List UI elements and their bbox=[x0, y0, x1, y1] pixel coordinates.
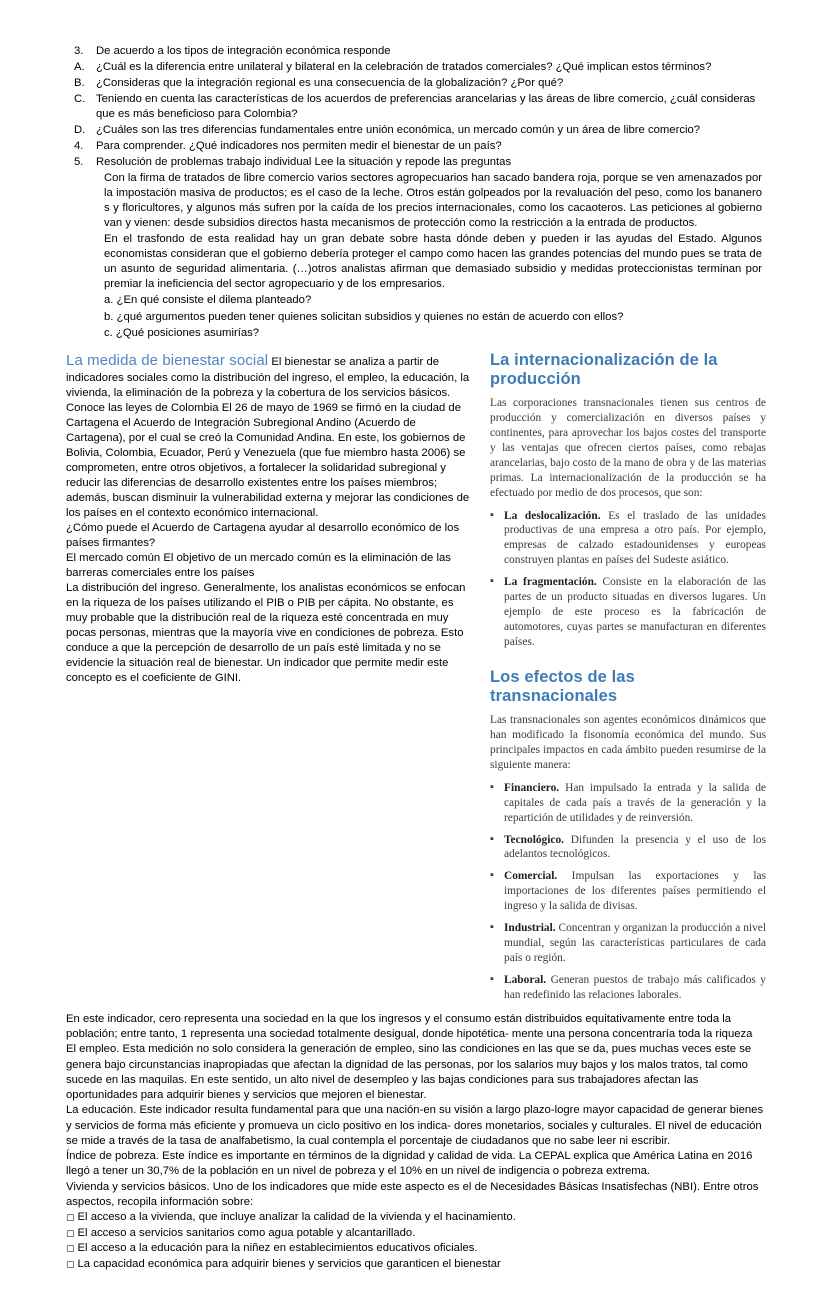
two-column-region bbox=[66, 351, 766, 1010]
section-heading-bienestar: La medida de bienestar social bbox=[66, 351, 269, 369]
bottom-bullet-text: El acceso a la vivienda, que incluye analizar la calidad de la vivienda y el hacinamiento. bbox=[77, 1211, 516, 1224]
panel-bullet bbox=[490, 921, 766, 966]
case-question-list bbox=[104, 293, 766, 342]
panel-bullet bbox=[490, 833, 766, 863]
question-item bbox=[66, 155, 766, 170]
box-bullet-icon: ▢ bbox=[66, 1244, 75, 1255]
question-text: De acuerdo a los tipos de integración económica responde bbox=[96, 45, 391, 57]
bottom-paragraph: Vivienda y servicios básicos. Uno de los indicadores que mide este aspecto es el de Necesidades Básicas Insatisfechas (NBI). Entre otros aspectos, recopila información sobre: bbox=[66, 1180, 759, 1208]
question-text: ¿Cuáles son las tres diferencias fundamentales entre unión económica, un mercado común y un área de libre comercio? bbox=[96, 124, 701, 137]
panel-title-efectos: Los efectos de las transnacionales bbox=[490, 667, 635, 705]
panel-bullet bbox=[490, 781, 766, 826]
question-marker: C. bbox=[74, 93, 86, 106]
question-item bbox=[66, 123, 766, 138]
bottom-bullet-text: El acceso a la educación para la niñez en establecimientos educativos oficiales. bbox=[77, 1242, 478, 1255]
question-marker: 4. bbox=[74, 140, 84, 153]
box-bullet-icon: ▢ bbox=[66, 1228, 75, 1239]
bottom-bullet bbox=[66, 1226, 766, 1242]
bottom-bullet bbox=[66, 1210, 766, 1226]
question-list bbox=[66, 44, 766, 170]
question-item bbox=[66, 44, 766, 59]
case-question: b. ¿qué argumentos pueden tener quienes solicitan subsidios y quienes no están de acuerdo con ellos? bbox=[104, 310, 624, 323]
panel-bullet-text: Han impulsado la entrada y la salida de capitales de cada país a través de la generación y la repartición de utilidades y de reinversión. bbox=[504, 781, 766, 824]
bottom-bullet-text: La capacidad económica para adquirir bienes y servicios que garanticen el bienestar bbox=[77, 1257, 501, 1270]
panel-bullet bbox=[490, 575, 766, 650]
case-question: c. ¿Qué posiciones asumirías? bbox=[104, 327, 260, 340]
case-paragraph: Con la firma de tratados de libre comercio varios sectores agropecuarios han sacado bandera roja, porque se ven amenazados por la impostación masiva de productos; es el caso de la leche. Otros están golpeados por la revaluación del peso, como los bananero s y floricultores, y algunos más sufren por la caída de los precios internacionales, como los cacaoteros. Las peticiones al gobierno van y vienen: desde subsidios directos hasta mecanismos de protección como la restricción a la entrada de productos. bbox=[104, 172, 762, 230]
left-column-paragraph: El mercado común El objetivo de un mercado común es la eliminación de las barreras comerciales entre los países bbox=[66, 552, 451, 580]
left-column-intro bbox=[66, 351, 470, 401]
panel-bullet-term: Tecnológico. bbox=[504, 833, 565, 846]
panel-bullet bbox=[490, 869, 766, 914]
bottom-paragraph: Índice de pobreza. Este índice es importante en términos de la dignidad y calidad de vida. La CEPAL explica que América Latina en 2016 llegó a tener un 30,7% de la población en un nivel de pobreza y el 10% en un nivel de indigencia o pobreza extrema. bbox=[66, 1150, 753, 1178]
panel-bullet-term: Industrial. bbox=[504, 922, 556, 935]
panel-bullet-text: Consiste en la elaboración de las partes de un producto situadas en diversos lugares. Un ejemplo de este proceso es la fabricación de automotores, cuyas partes se manufacturan en diferentes países. bbox=[504, 576, 766, 649]
question-item bbox=[66, 92, 766, 122]
panel-bullet-term: La deslocalización. bbox=[504, 509, 601, 522]
box-bullet-icon: ▢ bbox=[66, 1213, 75, 1224]
left-column-paragraph: ¿Cómo puede el Acuerdo de Cartagena ayudar al desarrollo económico de los países firmantes? bbox=[66, 522, 460, 550]
box-bullet-icon: ▢ bbox=[66, 1259, 75, 1270]
panel-bullet-term: Comercial. bbox=[504, 870, 558, 883]
panel-bullet-list-2 bbox=[490, 781, 766, 1003]
panel-bullet-list-1 bbox=[490, 509, 766, 650]
right-panel bbox=[478, 351, 766, 1010]
panel-title-internacionalizacion: La internacionalización de la producción bbox=[490, 350, 718, 388]
question-text: Resolución de problemas trabajo individual Lee la situación y repode las preguntas bbox=[96, 156, 512, 169]
panel-bullet-term: La fragmentación. bbox=[504, 576, 597, 589]
panel-bullet-text: Concentran y organizan la producción a nivel mundial, según las características particulares de cada país o región. bbox=[504, 922, 766, 965]
bottom-paragraph: El empleo. Esta medición no solo considera la generación de empleo, sino las condiciones en las que se da, pues muchas veces este se genera bajo circunstancias inapropiadas que afectan la dignidad de las personas, por los salarios muy bajos y los malos tratos, tal como sucede en las maquilas. En este sentido, un alto nivel de desempleo y las bajas condiciones para sus trabajadores afectan las oportunidades para adquirir bienes y servicios que mejoren el bienestar. bbox=[66, 1043, 752, 1102]
left-column-paragraph: Conoce las leyes de Colombia El 26 de mayo de 1969 se firmó en la ciudad de Cartagena el Acuerdo de Integración Subregional Andino (Acuerdo de Cartagena), por el cual se creó la Comunidad Andina. En este, los gobiernos de Bolivia, Colombia, Ecuador, Perú y Venezuela (que fue miembro hasta 2006) se comprometen, entre otros objetivos, a fortalecer la solidaridad subregional y reducir las diferencias de desarrollo existentes entre los países miembros; además, buscan disminuir la vulnerabilidad externa y mejorar las condiciones de los países en el contexto económico internacional. bbox=[66, 401, 470, 520]
bottom-bullet bbox=[66, 1241, 766, 1257]
question-text: ¿Consideras que la integración regional es una consecuencia de la globalización? ¿Por qué? bbox=[96, 77, 564, 90]
panel-intro-2: Las transnacionales son agentes económicos dinámicos que han modificado la fisonomía económica del mundo. Sus principales impactos en cada ámbito pueden resumirse de la siguiente manera: bbox=[490, 713, 766, 771]
question-item bbox=[66, 139, 766, 154]
bottom-bullet-text: El acceso a servicios sanitarios como agua potable y alcantarillado. bbox=[77, 1226, 416, 1239]
question-marker: A. bbox=[74, 61, 85, 74]
panel-bullet bbox=[490, 509, 766, 569]
left-column-paragraph: La distribución del ingreso. Generalmente, los analistas económicos se enfocan en la riqueza de los países utilizando el PIB o PIB per cápita. No obstante, es muy probable que la distribución real de la riqueza esté concentrada en muy pocas personas, mientras que la mayoría vive en condiciones de pobreza. Esto conduce a que la percepción de desarrollo de un país esté limitada y no se evidencie la situación real de bienestar. Un indicador que permite medir este concepto es el coeficiente de GINI. bbox=[66, 582, 466, 685]
panel-bullet-text: Impulsan las exportaciones y las importaciones de los diferentes países permitiendo el ingreso y la salida de divisas. bbox=[504, 870, 766, 913]
bottom-bullet bbox=[66, 1257, 766, 1273]
left-column bbox=[66, 351, 478, 686]
question-item bbox=[66, 76, 766, 91]
section-heading-continuation: El bienestar se analiza a partir de indicadores sociales como la distribución del ingreso, el empleo, la educación, la vivienda, la eliminación de la pobreza y la cobertura de los servicios básicos. bbox=[66, 355, 470, 399]
panel-bullet bbox=[490, 973, 766, 1003]
panel-intro-1: Las corporaciones transnacionales tienen sus centros de producción y comercialización en diversos países y continentes, para aprovechar los bajos costes del transporte y las ventajas que ofrecen ciertos países, como rebajas arancelarias, bajo costo de la mano de obra y de las materias primas. La internacionalización de la producción se ha efectuado por medio de dos procesos, que son: bbox=[490, 396, 766, 499]
question-marker: B. bbox=[74, 77, 85, 90]
bottom-paragraph: En este indicador, cero representa una sociedad en la que los ingresos y el consumo están distribuidos equitativamente entre toda la población; entre tanto, 1 representa una sociedad totalmente desigual, donde hipotética- mente una persona concentraría toda la riqueza bbox=[66, 1012, 753, 1041]
panel-bullet-text: Es el traslado de las unidades productivas de una empresa a otro país. Por ejemplo, empresas de calzado estadounidenses y europeas construyen plantas en países del Sudeste asiático. bbox=[504, 509, 766, 567]
panel-bullet-term: Laboral. bbox=[504, 974, 547, 987]
panel-bullet-text: Difunden la presencia y el uso de los adelantos tecnológicos. bbox=[504, 833, 766, 861]
question-text: ¿Cuál es la diferencia entre unilateral y bilateral en la celebración de tratados comerciales? ¿Qué implican estos términos? bbox=[96, 61, 712, 74]
bottom-text-block bbox=[66, 1012, 766, 1273]
question-marker: D. bbox=[74, 124, 86, 137]
question-marker: 5. bbox=[74, 156, 84, 169]
panel-bullet-term: Financiero. bbox=[504, 781, 560, 794]
question-text: Para comprender. ¿Qué indicadores nos permiten medir el bienestar de un país? bbox=[96, 140, 502, 153]
bottom-paragraph: La educación. Este indicador resulta fundamental para que una nación-en su visión a largo plazo-logre mayor capacidad de generar bienes y servicios de forma más eficiente y promueva un ciclo positivo en los indica- dores monetarios, sociales y culturales. El nivel de educación se mide a través de la tasa de analfabetismo, la cual contempla el porcentaje de ciudadanos que no sabe leer ni escribir. bbox=[66, 1104, 764, 1147]
case-paragraph: En el trasfondo de esta realidad hay un gran debate sobre hasta dónde deben y pueden ir las ayudas del Estado. Algunos economistas consideran que el gobierno debería proteger el campo como hacen las grandes potencias del mundo pues se trata de un asunto de seguridad alimentaria. (…)otros analistas afirman que demasiado subsidio y medidas proteccionistas terminan por premiar la ineficiencia del sector agropecuario y de los empresarios. bbox=[104, 233, 762, 291]
question-text: Teniendo en cuenta las características de los acuerdos de preferencias arancelarias y las áreas de libre comercio, ¿cuál consideras que es más beneficioso para Colombia? bbox=[96, 93, 756, 121]
panel-bullet-text: Generan puestos de trabajo más calificados y han redefinido las relaciones laborales. bbox=[504, 974, 766, 1001]
case-question: a. ¿En qué consiste el dilema planteado? bbox=[104, 294, 312, 307]
question-item bbox=[66, 60, 766, 75]
question-marker: 3. bbox=[74, 45, 84, 57]
